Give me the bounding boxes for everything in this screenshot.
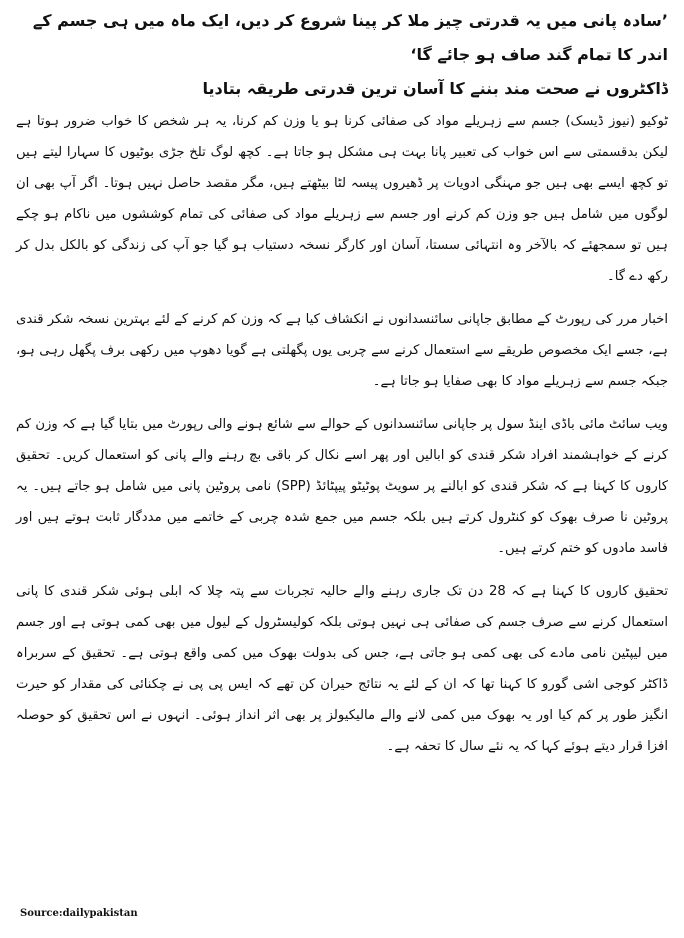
headline-line-2: ڈاکٹروں نے صحت مند بننے کا آسان ترین قدرتی طریقہ بتادیا <box>202 79 668 98</box>
source-credit: Source:dailypakistan <box>20 908 138 919</box>
article-paragraph-3: ویب سائٹ مائی باڈی اینڈ سول پر جاپانی سائنسدانوں کے حوالے سے شائع ہونے والی رپورٹ میں بتایا گیا ہے کہ وزن کم کرنے کے خواہشمند افراد شکر قندی کو ابالیں اور پھر اسے نکال کر باقی بچ رہنے والے پانی کو استعمال کریں۔ تحقیق کاروں کا کہنا ہے کہ شکر قندی کو ابالنے پر سویٹ پوٹیٹو پیپٹائڈ (SPP) نامی پروٹین پانی میں شامل ہو جاتے ہیں۔ یہ پروٹین نا صرف بھوک کو کنٹرول کرتے ہیں بلکہ جسم میں جمع شدہ چربی کے خاتمے میں مددگار ثابت ہوتے ہیں اور فاسد مادوں کو ختم کرتے ہیں۔ <box>16 417 668 556</box>
article-paragraph-2: اخبار مرر کی رپورٹ کے مطابق جاپانی سائنسدانوں نے انکشاف کیا ہے کہ وزن کم کرنے کے لئے بہترین نسخہ شکر قندی ہے، جسے ایک مخصوص طریقے سے استعمال کرنے سے چربی یوں پگھلتی ہے گویا دھوپ میں رکھی برف پگھل رہی ہو، جبکہ جسم سے زہریلے مواد کا بھی صفایا ہو جاتا ہے۔ <box>16 312 668 389</box>
article-paragraph-4: تحقیق کاروں کا کہنا ہے کہ 28 دن تک جاری رہنے والے حالیہ تجربات سے پتہ چلا کہ ابلی ہوئی شکر قندی کا پانی استعمال کرنے سے صرف جسم کی صفائی ہی نہیں ہوتی بلکہ کولیسٹرول کے لیول میں بھی کمی ہوتی ہے اور جسم میں لیپٹین نامی مادے کی بھی کمی ہو جاتی ہے، جس کی بدولت بھوک میں کمی واقع ہوتی ہے۔ تحقیق کے سربراہ ڈاکٹر کوجی اشی گورو کا کہنا تھا کہ ان کے لئے یہ نتائج حیران کن تھے کہ ایس پی پی نے چکنائی کی مقدار کو حیرت انگیز طور پر کم کیا اور یہ بھوک میں کمی لانے والے مالیکیولز پر بھی اثر انداز ہوئی۔ انہوں نے اس تحقیق کو حوصلہ افزا قرار دیتے ہوئے کہا کہ یہ نئے سال کا تحفہ ہے۔ <box>16 584 669 754</box>
article-paragraph-1: ٹوکیو (نیوز ڈیسک) جسم سے زہریلے مواد کی صفائی کرنا ہو یا وزن کم کرنا، یہ ہر شخص کا خواب ضرور ہوتا ہے لیکن بدقسمتی سے اس خواب کی تعبیر پانا بہت ہی مشکل ہو جاتا ہے۔ کچھ لوگ تلخ جڑی بوٹیوں کا سہارا لیتے ہیں تو کچھ ایسے بھی ہیں جو مہنگی ادویات پر ڈھیروں پیسہ لٹا بیٹھتے ہیں، مگر مقصد حاصل نہیں ہوتا۔ اگر آپ بھی ان لوگوں میں شامل ہیں جو وزن کم کرنے اور جسم سے زہریلے مواد کی صفائی کی تمام کوششوں میں ناکام ہو چکے ہیں تو سمجھئے کہ بالآخر وہ انتہائی سستا، آسان اور کارگر نسخہ دستیاب ہو گیا جو آپ کی زندگی کو بالکل بدل کر رکھ دے گا۔ <box>16 114 668 284</box>
headline-line-1: ’سادہ پانی میں یہ قدرتی چیز ملا کر پینا شروع کر دیں، ایک ماہ میں ہی جسم کے اندر کا تمام گند صاف ہو جائے گا‘ <box>32 11 668 64</box>
article-headline <box>16 4 668 106</box>
